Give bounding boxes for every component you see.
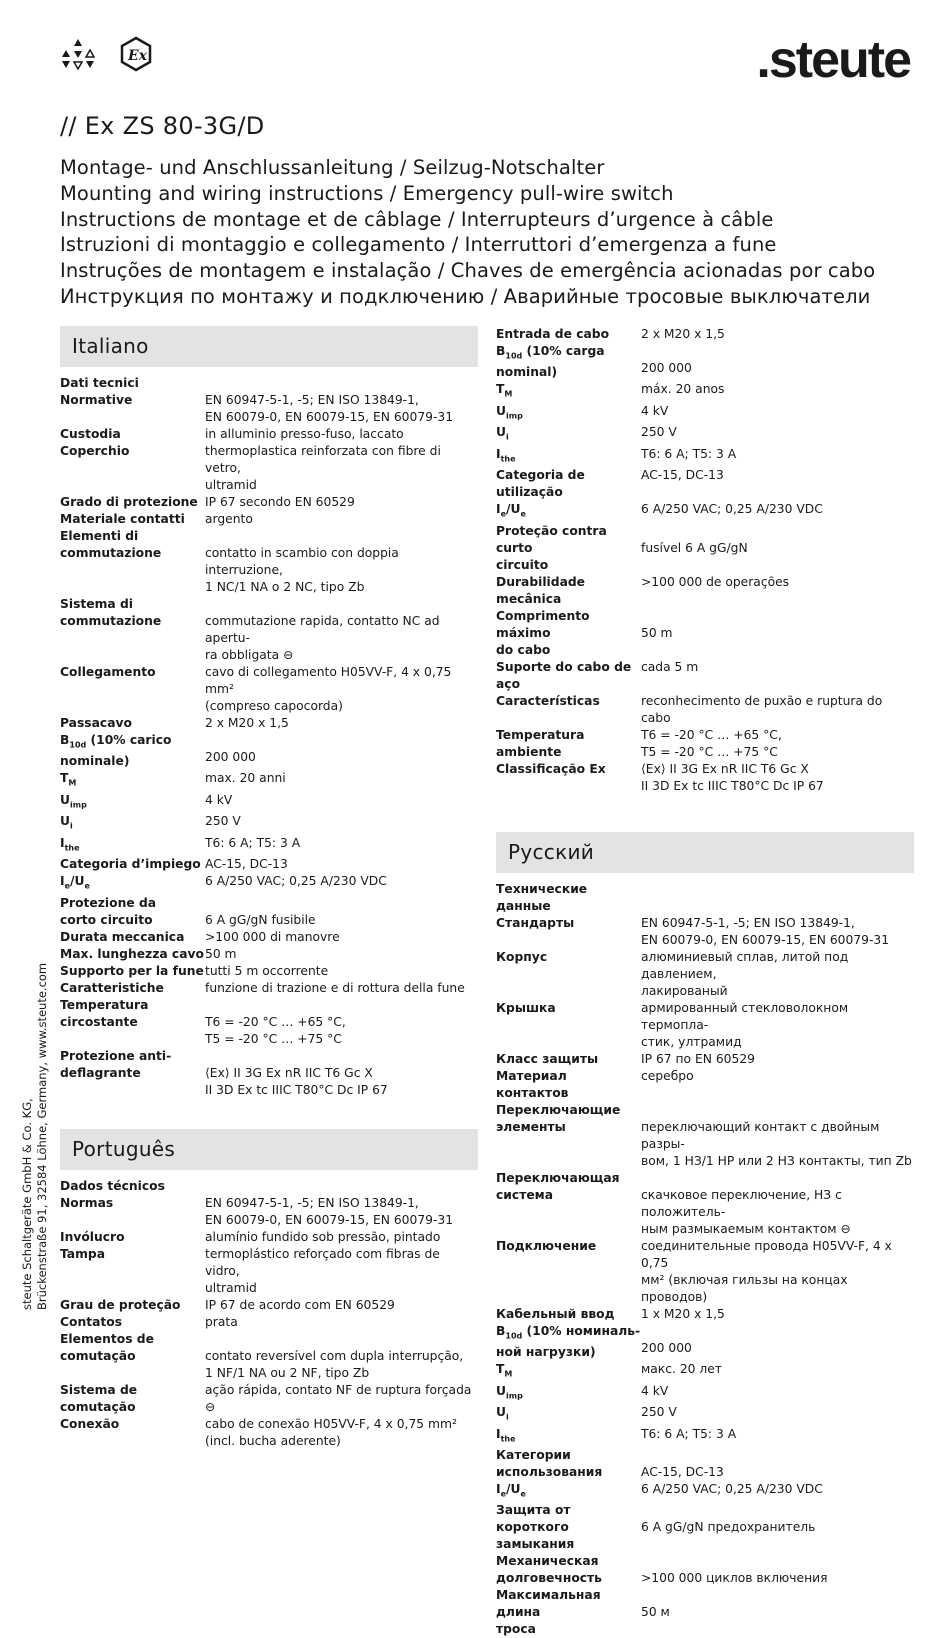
spec-value: T6 = -20 °C … +65 °C, T5 = -20 °C … +75 °C xyxy=(641,727,782,759)
spec-value: IP 67 de acordo com EN 60529 xyxy=(205,1297,395,1312)
spec-label: Materiale contatti xyxy=(60,512,185,526)
spec-row xyxy=(496,1000,914,1051)
spec-value: 6 A gG/gN fusibile xyxy=(205,912,316,927)
ex-hexagon-icon xyxy=(118,36,154,72)
section-header-portugues: Português xyxy=(60,1129,478,1170)
spec-label: $B_{10d}$ (10% номиналь- ной нагрузки) xyxy=(496,1323,641,1360)
spec-label: Normative xyxy=(60,393,133,407)
spec-row xyxy=(496,1102,914,1170)
spec-value: cavo di collegamento H05VV-F, 4 x 0,75 mm² (compreso capocorda) xyxy=(205,665,452,713)
spec-row xyxy=(60,792,478,813)
spec-row xyxy=(60,1246,478,1297)
spec-value: fusível 6 A gG/gN xyxy=(641,540,748,555)
spec-row xyxy=(496,1361,914,1382)
spec-label: Dados técnicos xyxy=(60,1178,165,1193)
spec-value xyxy=(641,881,914,915)
spec-value: reconhecimento de puxão e ruptura do cabo xyxy=(641,693,883,725)
spec-value: contato reversível com dupla interrupção, 1 NF/1 NA ou 2 NF, tipo Zb xyxy=(205,1348,464,1380)
spec-label: Корпус xyxy=(496,949,548,964)
spec-value: >100 000 de operações xyxy=(641,574,790,589)
spec-row xyxy=(60,1314,478,1331)
spec-value: 6 A/250 VAC; 0,25 A/230 VDC xyxy=(205,874,387,889)
spec-value: máx. 20 anos xyxy=(641,382,725,397)
spec-value: cada 5 m xyxy=(641,659,699,674)
company-address-line: Brückenstraße 91, 32584 Löhne, Germany, www.steute.com xyxy=(35,962,49,1310)
spec-label: Подключение xyxy=(496,1238,597,1253)
company-address xyxy=(20,963,50,1310)
spec-label: Стандарты xyxy=(496,915,575,930)
brand-logo: .steute xyxy=(756,31,910,89)
spec-row xyxy=(496,381,914,402)
svg-text:Ex: Ex xyxy=(128,48,148,64)
spec-value: T6 = -20 °C … +65 °C, T5 = -20 °C … +75 °C xyxy=(205,1014,346,1046)
spec-value: 50 m xyxy=(641,625,673,640)
spec-row xyxy=(496,949,914,1000)
spec-value: IP 67 secondo EN 60529 xyxy=(205,495,355,509)
spec-value: 50 m xyxy=(205,946,237,961)
spec-label: Normas xyxy=(60,1195,114,1210)
spec-row xyxy=(496,608,914,659)
spec-label: Comprimento máximo do cabo xyxy=(496,608,590,657)
spec-row xyxy=(496,1481,914,1502)
spec-label: Collegamento xyxy=(60,665,156,679)
spec-value: 1 x M20 x 1,5 xyxy=(641,1306,725,1321)
spec-row xyxy=(496,523,914,574)
spec-label: Защита от короткого замыкания xyxy=(496,1503,575,1552)
spec-value: 50 м xyxy=(641,1605,670,1620)
portugues-specs-continued xyxy=(496,326,914,795)
spec-value: армированный стекловолокном термопла- стик, ултрамид xyxy=(641,1000,849,1049)
spec-value: AC-15, DC-13 xyxy=(205,857,288,872)
spec-row xyxy=(60,1331,478,1382)
russian-specs xyxy=(496,881,914,1638)
spec-row xyxy=(496,1383,914,1404)
spec-label: Sistema di commutazione xyxy=(60,597,162,628)
spec-row xyxy=(496,1068,914,1102)
spec-label: $U_{imp}$ xyxy=(496,1383,523,1401)
spec-value: 6 A gG/gN предохранитель xyxy=(641,1520,816,1535)
spec-label: Categoria d’impiego xyxy=(60,857,201,872)
subtitle-list xyxy=(60,155,920,310)
spec-label: Категории использования xyxy=(496,1447,603,1479)
spec-row xyxy=(496,1238,914,1306)
spec-label: Caratteristiche xyxy=(60,980,164,995)
spec-row xyxy=(60,997,478,1048)
spec-value: ação rápida, contato NF de ruptura forçada ⊖ xyxy=(205,1382,472,1414)
spec-row xyxy=(496,659,914,693)
spec-label: $I_e/U_e$ xyxy=(60,874,90,891)
spec-row xyxy=(60,664,478,715)
spec-value: argento xyxy=(205,512,253,526)
spec-value: ⟨Ex⟩ II 3G Ex nR IIC T6 Gc X II 3D Ex tc IIIC T80°C Dc IP 67 xyxy=(641,761,824,793)
spec-value: серебро xyxy=(641,1068,694,1083)
spec-label: $U_{imp}$ xyxy=(496,403,523,421)
spec-value: 250 V xyxy=(641,425,677,440)
spec-value: алюминиевый сплав, литой под давлением, лакированый xyxy=(641,949,849,998)
spec-value: ⟨Ex⟩ II 3G Ex nR IIC T6 Gc X II 3D Ex tc IIIC T80°C Dc IP 67 xyxy=(205,1065,388,1097)
spec-row xyxy=(60,426,478,443)
spec-row xyxy=(496,1502,914,1553)
spec-row xyxy=(496,446,914,467)
spec-row xyxy=(60,596,478,664)
spec-value: EN 60947-5-1, -5; EN ISO 13849-1, EN 60079-0, EN 60079-15, EN 60079-31 xyxy=(641,915,890,947)
spec-label: Conexão xyxy=(60,1416,120,1431)
spec-row xyxy=(496,693,914,727)
spec-value: AC-15, DC-13 xyxy=(641,468,724,483)
spec-value: 250 V xyxy=(205,814,241,829)
spec-row xyxy=(60,929,478,946)
subtitle-de: Montage- und Anschlussanleitung / Seilzug-Notschalter xyxy=(60,156,605,179)
spec-label: Classificação Ex xyxy=(496,761,606,776)
spec-value: T6: 6 A; T5: 3 A xyxy=(641,1426,737,1441)
spec-value: >100 000 di manovre xyxy=(205,929,340,944)
spec-label: $I_e/U_e$ xyxy=(496,502,526,519)
spec-label: $T_M$ xyxy=(496,1362,513,1379)
spec-value: contatto in scambio con doppia interruzione, 1 NC/1 NA o 2 NC, tipo Zb xyxy=(205,546,399,594)
spec-row xyxy=(60,835,478,856)
spec-row xyxy=(60,1297,478,1314)
spec-label: Elementos de comutação xyxy=(60,1331,154,1363)
spec-row xyxy=(60,1382,478,1416)
spec-row xyxy=(60,392,478,426)
spec-row xyxy=(60,873,478,894)
spec-value: макс. 20 лет xyxy=(641,1362,722,1377)
spec-label: $U_{imp}$ xyxy=(60,792,87,810)
spec-row xyxy=(60,375,478,392)
spec-value: max. 20 anni xyxy=(205,771,286,786)
spec-label: $U_i$ xyxy=(496,425,509,442)
spec-value: 4 kV xyxy=(205,792,233,807)
spec-row xyxy=(60,980,478,997)
subtitle-fr: Instructions de montage et de câblage / Interrupteurs d’urgence à câble xyxy=(60,207,774,231)
spec-row xyxy=(60,511,478,528)
spec-row xyxy=(496,574,914,608)
spec-label: Grau de proteção xyxy=(60,1297,181,1312)
spec-label: Elementi di commutazione xyxy=(60,529,162,560)
spec-row xyxy=(496,1323,914,1361)
spec-label: Protezione anti- deflagrante xyxy=(60,1048,172,1080)
spec-label: Coperchio xyxy=(60,444,130,458)
spec-row xyxy=(496,1426,914,1447)
spec-label: $B_{10d}$ (10% carico nominale) xyxy=(60,733,172,769)
spec-row xyxy=(60,813,478,834)
spec-value: tutti 5 m occorrente xyxy=(205,963,329,978)
spec-label: Temperatura ambiente xyxy=(496,727,585,759)
spec-label: Categoria de utilização xyxy=(496,468,585,500)
spec-value xyxy=(205,1178,478,1195)
spec-label: Max. lunghezza cavo xyxy=(60,946,204,961)
spec-label: Passacavo xyxy=(60,716,132,730)
company-name-line: steute Schaltgeräte GmbH & Co. KG, xyxy=(20,1098,34,1310)
spec-label: Dati tecnici xyxy=(60,376,139,390)
spec-row xyxy=(496,761,914,795)
spec-row xyxy=(60,732,478,770)
spec-label: Durabilidade mecânica xyxy=(496,574,586,606)
spec-row xyxy=(496,1051,914,1068)
spec-label: $I_{the}$ xyxy=(60,835,80,853)
spec-row xyxy=(60,443,478,494)
right-column xyxy=(496,326,914,1638)
spec-label: Класс защиты xyxy=(496,1051,599,1066)
spec-label: Максимальная длина троса xyxy=(496,1588,601,1637)
spec-value: 200 000 xyxy=(641,1340,692,1355)
spec-value: EN 60947-5-1, -5; EN ISO 13849-1, EN 60079-0, EN 60079-15, EN 60079-31 xyxy=(205,393,454,424)
spec-row xyxy=(60,494,478,511)
spec-label: Características xyxy=(496,693,600,708)
spec-row xyxy=(496,326,914,343)
spec-value: alumínio fundido sob pressão, pintado xyxy=(205,1229,441,1244)
subtitle-en: Mounting and wiring instructions / Emergency pull-wire switch xyxy=(60,181,674,205)
spec-row xyxy=(496,1587,914,1638)
spec-label: Кабельный ввод xyxy=(496,1306,615,1321)
spec-value: 200 000 xyxy=(205,750,256,764)
spec-row xyxy=(496,1404,914,1425)
atex-hexagon-icon xyxy=(60,37,96,71)
spec-row xyxy=(60,1195,478,1229)
spec-row xyxy=(60,528,478,596)
section-header-russian: Русский xyxy=(496,832,914,873)
model-title: // Ex ZS 80-3G/D xyxy=(60,112,265,140)
spec-label: $T_M$ xyxy=(496,382,513,399)
spec-row xyxy=(496,467,914,501)
subtitle-it: Istruzioni di montaggio e collegamento / Interruttori d’emergenza a fune xyxy=(60,233,777,257)
section-header-italiano: Italiano xyxy=(60,326,478,367)
spec-label: Protezione da corto circuito xyxy=(60,895,157,927)
spec-label: $I_{the}$ xyxy=(496,446,516,464)
spec-value: >100 000 циклов включения xyxy=(641,1571,828,1586)
spec-label: Proteção contra curto circuito xyxy=(496,523,607,572)
spec-label: Suporte do cabo de aço xyxy=(496,659,632,691)
spec-row xyxy=(60,1416,478,1450)
spec-value: 2 x M20 x 1,5 xyxy=(641,327,725,341)
certification-icons xyxy=(60,36,154,72)
spec-row xyxy=(60,946,478,963)
spec-label: Sistema de comutação xyxy=(60,1382,138,1414)
spec-value: EN 60947-5-1, -5; EN ISO 13849-1, EN 60079-0, EN 60079-15, EN 60079-31 xyxy=(205,1195,454,1227)
spec-value xyxy=(205,375,478,392)
spec-label: Переключающие элементы xyxy=(496,1102,621,1134)
spec-label: $B_{10d}$ (10% carga nominal) xyxy=(496,344,605,380)
spec-row xyxy=(60,770,478,791)
spec-value: 6 A/250 VAC; 0,25 A/230 VDC xyxy=(641,502,823,517)
left-column xyxy=(60,326,478,1450)
spec-row xyxy=(60,715,478,732)
spec-label: Материал контактов xyxy=(496,1068,569,1100)
spec-label: Технические данные xyxy=(496,881,588,913)
spec-value: termoplástico reforçado com fibras de vidro, ultramid xyxy=(205,1246,440,1295)
spec-row xyxy=(60,895,478,929)
spec-label: $U_i$ xyxy=(60,814,73,831)
spec-value: 200 000 xyxy=(641,361,692,375)
portugues-specs xyxy=(60,1178,478,1450)
spec-row xyxy=(496,727,914,761)
spec-row xyxy=(60,1178,478,1195)
spec-label: Supporto per la fune xyxy=(60,963,204,978)
spec-row xyxy=(496,1447,914,1481)
spec-label: Durata meccanica xyxy=(60,929,185,944)
spec-row xyxy=(496,424,914,445)
spec-row xyxy=(496,1170,914,1238)
spec-label: $T_M$ xyxy=(60,771,77,788)
spec-label: $I_e/U_e$ xyxy=(496,1481,526,1499)
spec-row xyxy=(60,856,478,873)
italiano-specs xyxy=(60,375,478,1099)
spec-value: 4 kV xyxy=(641,403,669,418)
spec-label: Temperatura circostante xyxy=(60,997,149,1029)
spec-row xyxy=(60,1229,478,1246)
spec-label: Grado di protezione xyxy=(60,495,198,509)
spec-row xyxy=(496,501,914,522)
spec-value: 2 x M20 x 1,5 xyxy=(205,716,289,730)
spec-row xyxy=(60,963,478,980)
spec-value: AC-15, DC-13 xyxy=(641,1464,724,1479)
spec-value: 4 kV xyxy=(641,1383,669,1398)
spec-value: funzione di trazione e di rottura della fune xyxy=(205,980,465,995)
spec-label: Contatos xyxy=(60,1314,123,1329)
spec-value: in alluminio presso-fuso, laccato xyxy=(205,427,404,441)
spec-row xyxy=(496,915,914,949)
spec-row xyxy=(496,343,914,381)
spec-row xyxy=(496,881,914,915)
spec-label: $U_i$ xyxy=(496,1405,509,1422)
subtitle-pt: Instruções de montagem e instalação / Chaves de emergência acionadas por cabo xyxy=(60,259,876,283)
spec-label: Переключающая система xyxy=(496,1170,620,1202)
spec-row xyxy=(60,1048,478,1099)
spec-label: Tampa xyxy=(60,1246,106,1261)
spec-value: T6: 6 A; T5: 3 A xyxy=(641,446,737,461)
spec-value: thermoplastica reinforzata con fibre di vetro, ultramid xyxy=(205,444,441,492)
spec-label: $I_{the}$ xyxy=(496,1426,516,1443)
spec-label: Крышка xyxy=(496,1000,556,1015)
spec-value: переключающий контакт с двойным разры- вом, 1 НЗ/1 НР или 2 НЗ контакты, тип Zb xyxy=(641,1119,912,1168)
spec-value: 250 V xyxy=(641,1405,677,1420)
spec-value: IP 67 по EN 60529 xyxy=(641,1051,755,1066)
spec-value: T6: 6 A; T5: 3 A xyxy=(205,835,301,850)
spec-label: Механическая долговечность xyxy=(496,1554,602,1586)
spec-label: Entrada de cabo xyxy=(496,327,610,341)
spec-value: скачковое переключение, НЗ с положитель- ным размыкаемым контактом ⊖ xyxy=(641,1187,851,1236)
spec-value: соединительные провода H05VV-F, 4 x 0,75 мм² (включая гильзы на концах проводов) xyxy=(641,1238,892,1304)
spec-value: 6 A/250 VAC; 0,25 A/230 VDC xyxy=(641,1481,823,1496)
spec-value: prata xyxy=(205,1314,238,1329)
spec-row xyxy=(496,403,914,424)
spec-row xyxy=(496,1306,914,1323)
spec-label: Custodia xyxy=(60,427,121,441)
spec-row xyxy=(496,1553,914,1587)
spec-label: Invólucro xyxy=(60,1229,125,1244)
subtitle-ru: Инструкция по монтажу и подключению / Аварийные тросовые выключатели xyxy=(60,284,871,308)
spec-value: cabo de conexão H05VV-F, 4 x 0,75 mm² (incl. bucha aderente) xyxy=(205,1416,457,1448)
spec-value: commutazione rapida, contatto NC ad apertu- ra obbligata ⊖ xyxy=(205,614,440,662)
